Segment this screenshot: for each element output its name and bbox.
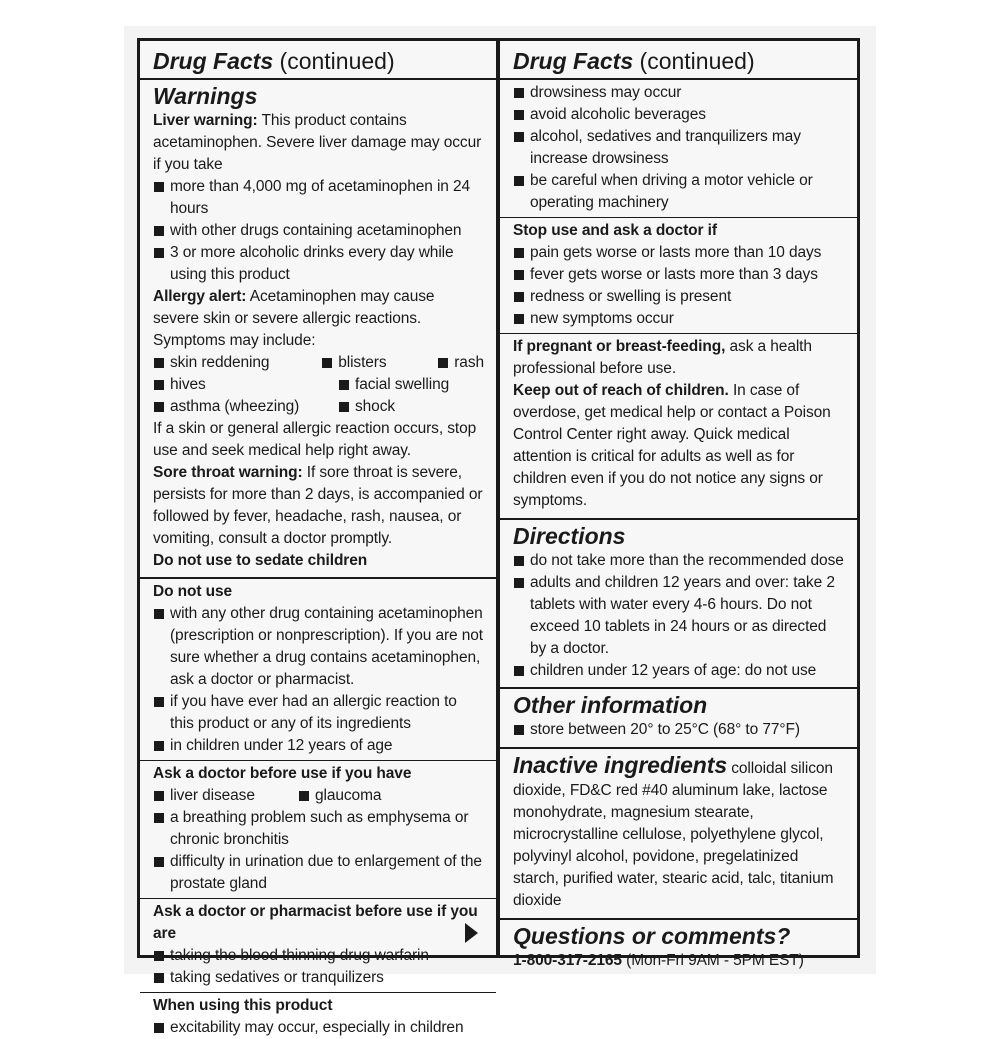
ask-doctor-title: Ask a doctor before use if you have: [153, 765, 412, 782]
list-item: taking the blood thinning drug warfarin: [153, 945, 484, 967]
questions-title: Questions or comments?: [513, 923, 791, 949]
right-header: Drug Facts (continued): [513, 48, 755, 74]
divider: [140, 760, 496, 761]
sore-throat-warning: Sore throat warning: If sore throat is severe, persists for more than 2 days, is accompanied or followed by fever, headache, rash, nausea, or vomiting, consult a doctor promptly.: [153, 464, 483, 547]
list-item: do not take more than the recommended dose: [513, 550, 845, 572]
list-item: with any other drug containing acetaminophen (prescription or nonprescription). If you are not sure whether a drug contains acetaminophen, ask a doctor or pharmacist.: [153, 603, 484, 691]
list-item: blisters: [321, 352, 437, 374]
divider: [140, 78, 496, 80]
drug-facts-left-panel: [137, 38, 499, 1036]
divider: [140, 992, 496, 993]
list-item: taking sedatives or tranquilizers: [153, 967, 484, 989]
symptoms-row: [153, 396, 484, 418]
phone-number: 1-800-317-2165: [513, 952, 622, 969]
list-item: new symptoms occur: [513, 308, 845, 330]
when-using-title: When using this product: [153, 997, 333, 1014]
symptoms-row: [153, 374, 484, 396]
divider: [500, 518, 857, 520]
divider: [500, 918, 857, 920]
divider: [500, 78, 857, 80]
directions-title: Directions: [513, 523, 626, 549]
drug-facts-right-panel: [497, 38, 860, 969]
divider: [500, 747, 857, 749]
list-item: alcohol, sedatives and tranquilizers may increase drowsiness: [513, 126, 845, 170]
list-item: store between 20° to 25°C (68° to 77°F): [513, 719, 845, 741]
list-item: facial swelling: [338, 374, 449, 396]
list-item: hives: [153, 374, 338, 396]
list-item: drowsiness may occur: [513, 82, 845, 104]
divider: [500, 217, 857, 218]
ask-pharmacist-title: Ask a doctor or pharmacist before use if you are: [153, 903, 478, 942]
list-item: children under 12 years of age: do not use: [513, 660, 845, 682]
list-item: fever gets worse or lasts more than 3 days: [513, 264, 845, 286]
do-not-use-title: Do not use: [153, 583, 233, 600]
list-item: more than 4,000 mg of acetaminophen in 24 hours: [153, 176, 484, 220]
divider: [140, 898, 496, 899]
list-item: a breathing problem such as emphysema or chronic bronchitis: [153, 807, 484, 851]
liver-warning: Liver warning: This product contains acetaminophen. Severe liver damage may occur if you take: [153, 112, 482, 173]
symptoms-row: [153, 352, 484, 374]
allergy-after: If a skin or general allergic reaction occurs, stop use and seek medical help right away.: [153, 420, 477, 459]
list-item: if you have ever had an allergic reaction to this product or any of its ingredients: [153, 691, 484, 735]
list-item: liver disease: [153, 785, 298, 807]
list-item: be careful when driving a motor vehicle or operating machinery: [513, 170, 845, 214]
list-item: rash: [437, 352, 484, 374]
left-header: Drug Facts (continued): [153, 48, 395, 74]
list-item: 3 or more alcoholic drinks every day while using this product: [153, 242, 484, 286]
list-item: with other drugs containing acetaminophen: [153, 220, 484, 242]
list-item: redness or swelling is present: [513, 286, 845, 308]
list-item: glaucoma: [298, 785, 381, 807]
divider: [140, 577, 496, 579]
list-item: excitability may occur, especially in children: [153, 1017, 484, 1039]
list-item: pain gets worse or lasts more than 10 days: [513, 242, 845, 264]
list-item: asthma (wheezing): [153, 396, 338, 418]
conditions-row: [153, 785, 484, 807]
no-sedate-warning: Do not use to sedate children: [153, 552, 368, 569]
list-item: in children under 12 years of age: [153, 735, 484, 757]
keep-out-of-reach: Keep out of reach of children. In case of overdose, get medical help or contact a Poison Control Center right away. Quick medical attention is critical for adults as well as for children even if you do not notice any signs or symptoms.: [513, 382, 831, 509]
allergy-alert: Allergy alert: Acetaminophen may cause severe skin or severe allergic reactions. Symptoms may include:: [153, 288, 435, 349]
divider: [500, 333, 857, 334]
list-item: shock: [338, 396, 395, 418]
continue-arrow-icon: [465, 923, 478, 943]
inactive-ingredients: Inactive ingredients colloidal silicon dioxide, FD&C red #40 aluminum lake, lactose monohydrate, magnesium stearate, microcrystalline cellulose, polyethylene glycol, polyvinyl alcohol, povidone, pregelatinized starch, purified water, stearic acid, talc, titanium dioxide: [513, 752, 834, 909]
list-item: difficulty in urination due to enlargement of the prostate gland: [153, 851, 484, 895]
other-information-title: Other information: [513, 692, 708, 718]
list-item: adults and children 12 years and over: take 2 tablets with water every 4-6 hours. Do not exceed 10 tablets in 24 hours or as directed by a doctor.: [513, 572, 845, 660]
divider: [500, 687, 857, 689]
list-item: skin reddening: [153, 352, 321, 374]
list-item: avoid alcoholic beverages: [513, 104, 845, 126]
pregnancy-warning: If pregnant or breast-feeding, ask a health professional before use.: [513, 338, 812, 377]
questions-contact: 1-800-317-2165 (Mon-Fri 9AM - 5PM EST): [513, 952, 804, 969]
stop-use-title: Stop use and ask a doctor if: [513, 222, 717, 239]
warnings-title: Warnings: [153, 83, 258, 109]
